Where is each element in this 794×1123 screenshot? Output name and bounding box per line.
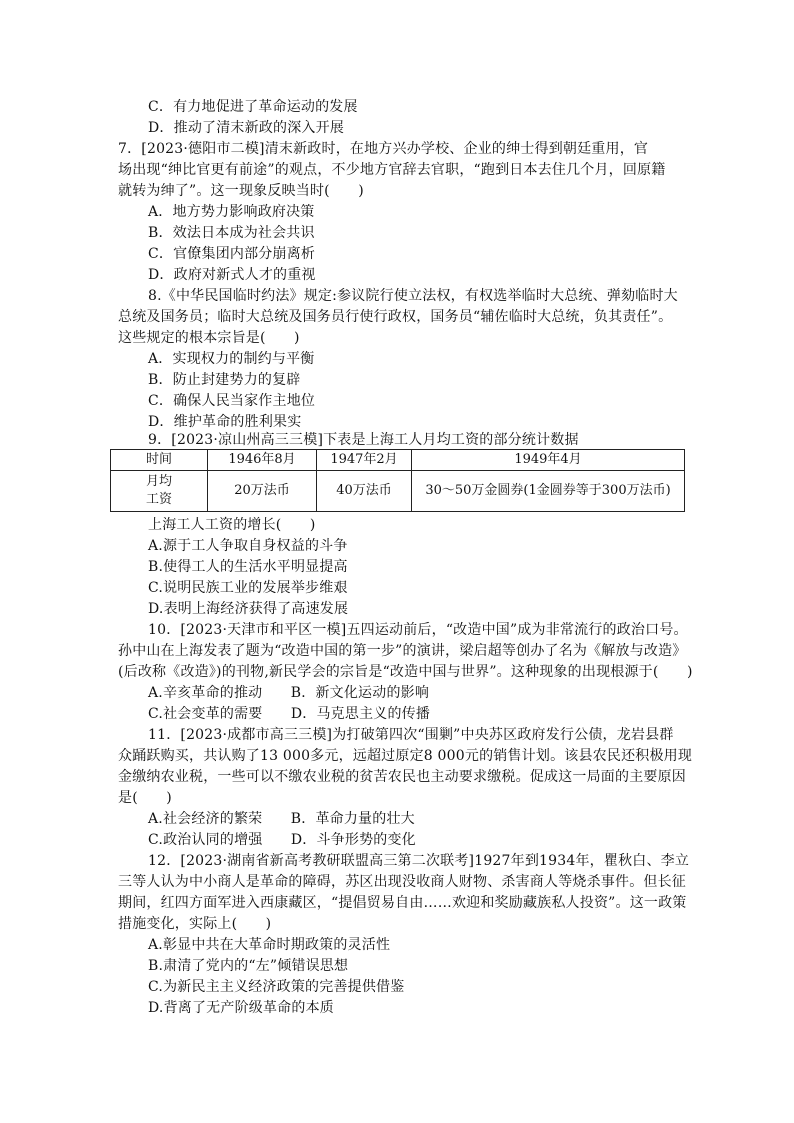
- row-label-line2: 工资: [145, 492, 172, 507]
- q6-option-d: D．推动了清末新政的深入开展: [148, 120, 345, 136]
- header-1949-04: 1949年4月: [412, 450, 685, 471]
- q7-option-d: D．政府对新式人才的重视: [148, 267, 316, 283]
- q12-stem-line1: 12．[2023·湖南省新高考教研联盟高三第二次联考]1927年到1934年，瞿秋白、李立: [148, 853, 690, 869]
- wage-table: [110, 449, 685, 512]
- q8-option-c: C．确保人民当家作主地位: [148, 393, 316, 409]
- q12-stem-line4: 措施变化，实际上( ): [118, 916, 272, 932]
- cell-1946-08: 20万法币: [208, 471, 317, 512]
- q7-option-a: A．地方势力影响政府决策: [148, 204, 315, 220]
- q12-stem-line3: 期间，红四方面军进入西康藏区，“提倡贸易自由……欢迎和奖励藏族私人投资”。这一政策: [118, 895, 687, 911]
- q10-stem-line1: 10．[2023·天津市和平区一模]五四运动前后，“改造中国”成为非常流行的政治口号。: [148, 622, 688, 638]
- q9-stem-line2: 上海工人工资的增长( ): [148, 517, 316, 533]
- q8-option-a: A．实现权力的制约与平衡: [148, 351, 315, 367]
- q11-stem-line4: 是( ): [118, 790, 172, 806]
- header-time: 时间: [111, 450, 208, 471]
- q11-options-cd: C.政治认同的增强 D．斗争形势的变化: [148, 832, 416, 848]
- row-label-line1: 月均: [145, 474, 172, 489]
- q12-option-c: C.为新民主主义经济政策的完善提供借鉴: [148, 979, 405, 995]
- q8-stem-line1: 8.《中华民国临时约法》规定:参议院行使立法权，有权选举临时大总统、弹劾临时大: [148, 288, 678, 304]
- q9-option-a: A.源于工人争取自身权益的斗争: [148, 538, 348, 554]
- q12-option-a: A.彰显中共在大革命时期政策的灵活性: [148, 937, 391, 953]
- q7-stem-line1: 7．[2023·德阳市二模]清末新政时，在地方兴办学校、企业的绅士得到朝廷重用，官: [118, 141, 649, 157]
- q12-stem-line2: 三等人认为中小商人是革命的障碍，苏区出现没收商人财物、杀害商人等烧杀事件。但长征: [118, 874, 686, 890]
- q9-option-d: D.表明上海经济获得了高速发展: [148, 601, 349, 617]
- q11-stem-line1: 11．[2023·成都市高三三模]为打破第四次“围剿”中央苏区政府发行公债，龙岩县群: [148, 727, 674, 743]
- q9-stem-line1: 9．[2023·凉山州高三三模]下表是上海工人月均工资的部分统计数据: [148, 432, 579, 448]
- cell-1947-02: 40万法币: [317, 471, 412, 512]
- q7-option-b: B．效法日本成为社会共识: [148, 225, 315, 241]
- q12-option-d: D.背离了无产阶级革命的本质: [148, 1000, 334, 1016]
- wage-table-data-row: [111, 471, 685, 512]
- q11-stem-line3: 金缴纳农业税，一些可以不缴农业税的贫苦农民也主动要求缴税。促成这一局面的主要原因: [118, 769, 686, 785]
- q10-options-ab: A.辛亥革命的推动 B．新文化运动的影响: [148, 685, 430, 701]
- q7-stem-line2: 场出现“绅比官更有前途”的观点，不少地方官辞去官职，“跑到日本去住几个月，回原籍: [118, 162, 666, 178]
- q6-option-c: C．有力地促进了革命运动的发展: [148, 99, 358, 115]
- q8-option-b: B．防止封建势力的复辟: [148, 372, 301, 388]
- q9-option-c: C.说明民族工业的发展举步维艰: [148, 580, 348, 596]
- q11-options-ab: A.社会经济的繁荣 B．革命力量的壮大: [148, 811, 415, 827]
- q10-stem-line2: 孙中山在上海发表了题为“改造中国的第一步”的演讲，梁启超等创办了名为《解放与改造》: [118, 643, 687, 659]
- q8-option-d: D．维护革命的胜利果实: [148, 414, 302, 430]
- q7-stem-line3: 就转为绅了”。这一现象反映当时( ): [118, 183, 364, 199]
- q9-option-b: B.使得工人的生活水平明显提高: [148, 559, 348, 575]
- wage-table-header-row: [111, 450, 685, 471]
- q7-option-c: C．官僚集团内部分崩离析: [148, 246, 316, 262]
- q11-stem-line2: 众踊跃购买，共认购了13 000多元，远超过原定8 000元的销售计划。该县农民还积极用现: [118, 748, 693, 764]
- cell-1949-04: 30～50万金圆券(1金圆券等于300万法币): [412, 471, 685, 512]
- q8-stem-line3: 这些规定的根本宗旨是( ): [118, 330, 300, 346]
- q10-options-cd: C.社会变革的需要 D．马克思主义的传播: [148, 706, 431, 722]
- header-1947-02: 1947年2月: [317, 450, 412, 471]
- q10-stem-line3: (后改称《改造》)的刊物,新民学会的宗旨是“改造中国与世界”。这种现象的出现根源于( ): [118, 664, 693, 680]
- q8-stem-line2: 总统及国务员；临时大总统及国务员行使行政权，国务员“辅佐临时大总统，负其责任”。: [118, 309, 673, 325]
- header-1946-08: 1946年8月: [208, 450, 317, 471]
- row-label: [111, 471, 208, 512]
- q12-option-b: B.肃清了党内的“左”倾错误思想: [148, 958, 349, 974]
